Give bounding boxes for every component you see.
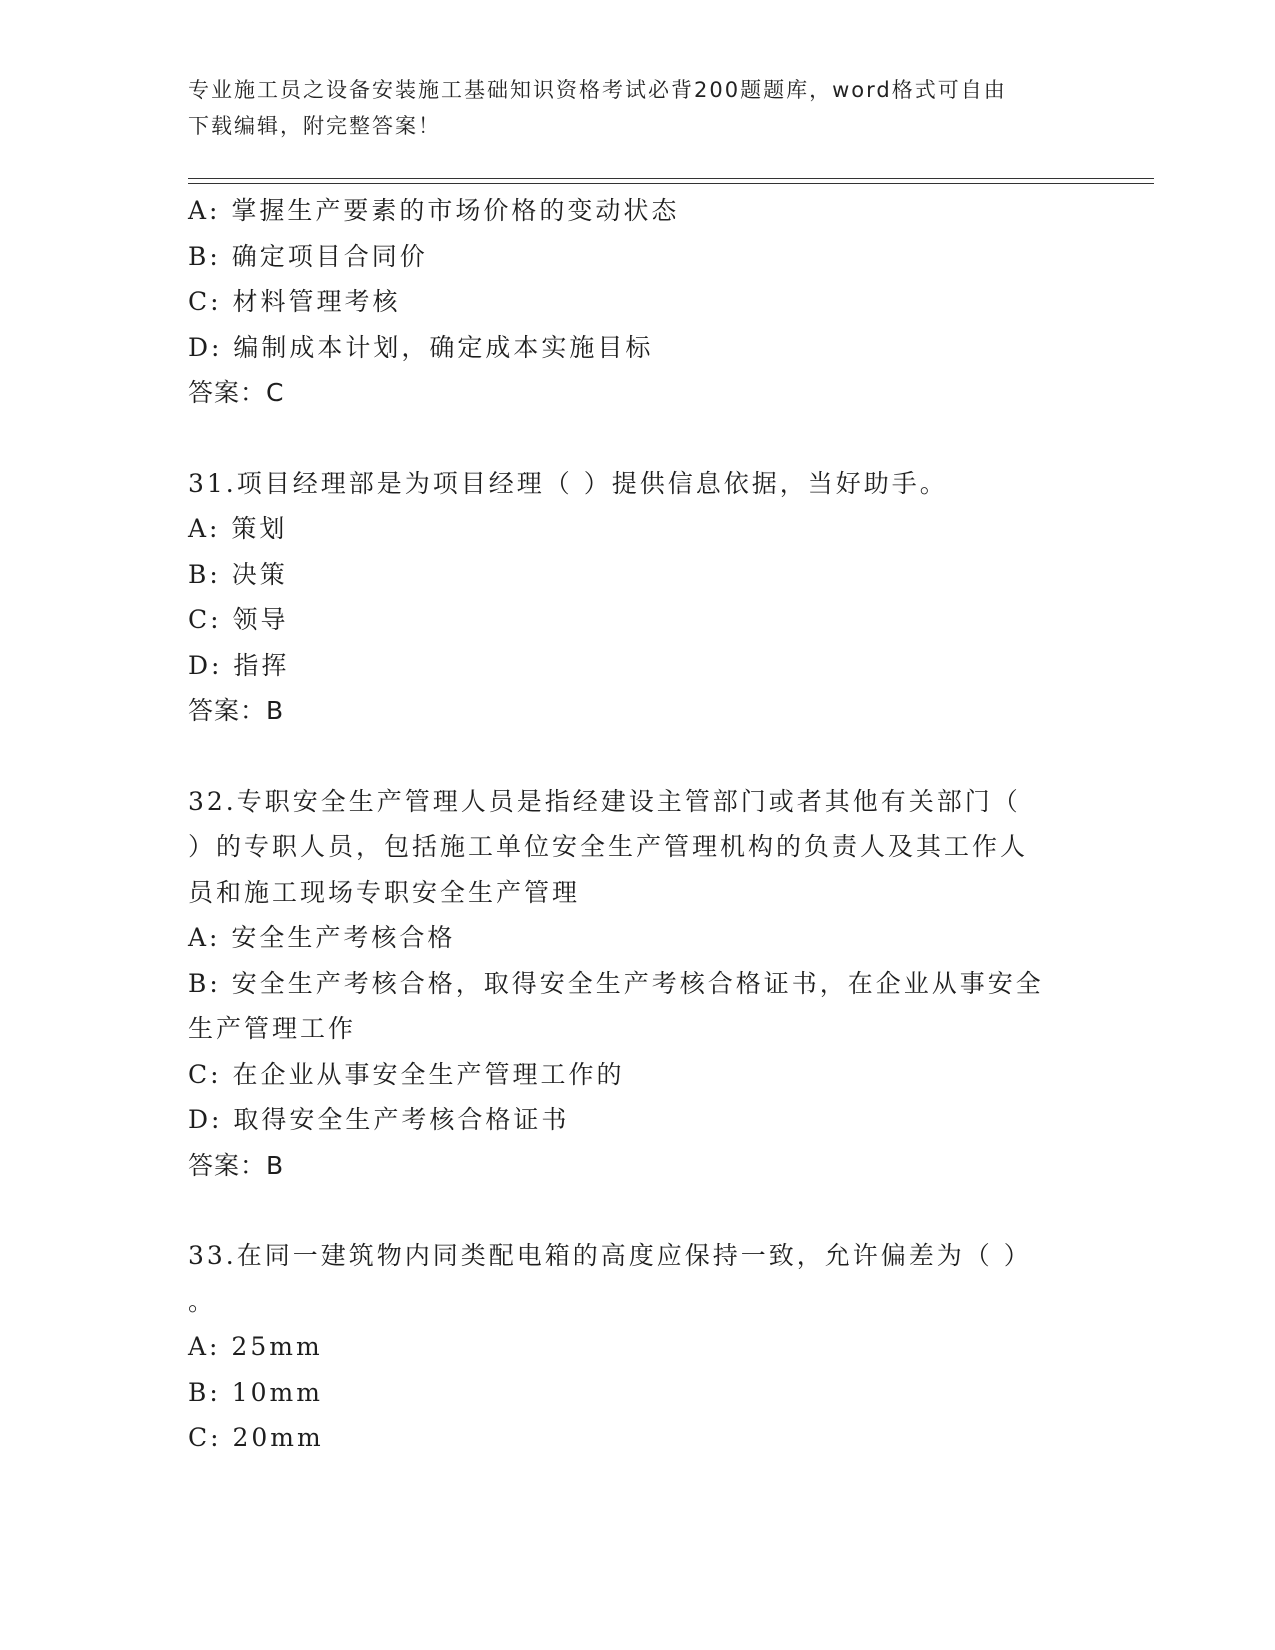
option-d: D: 取得安全生产考核合格证书 xyxy=(188,1105,570,1134)
option-b: B: 10mm xyxy=(188,1377,323,1407)
option-c: C: 材料管理考核 xyxy=(188,287,401,316)
question-spacer xyxy=(188,1188,1108,1233)
option-d: D: 编制成本计划，确定成本实施目标 xyxy=(188,332,654,362)
question-text-line-1: 32.专职安全生产管理人员是指经建设主管部门或者其他有关部门（ xyxy=(188,786,1021,816)
document-header xyxy=(188,72,1068,144)
question-text-line-1: 33.在同一建筑物内同类配电箱的高度应保持一致，允许偏差为（ ） xyxy=(188,1241,1032,1270)
question-32 xyxy=(188,779,1108,1189)
option-d: D: 指挥 xyxy=(188,650,290,680)
option-c: C: 领导 xyxy=(188,605,289,634)
option-a: A: 掌握生产要素的市场价格的变动状态 xyxy=(188,196,680,225)
header-title-line-2: 下载编辑，附完整答案！ xyxy=(188,114,441,138)
question-text-line-3: 员和施工现场专职安全生产管理 xyxy=(188,877,581,907)
question-31 xyxy=(188,461,1108,734)
question-33 xyxy=(188,1233,1108,1461)
question-text-line-2: ）的专职人员，包括施工单位安全生产管理机构的负责人及其工作人 xyxy=(188,832,1029,861)
option-a: A: 安全生产考核合格 xyxy=(188,923,456,952)
option-b: B: 决策 xyxy=(188,559,288,589)
answer-label: 答案：C xyxy=(188,378,285,407)
option-b-line-2: 生产管理工作 xyxy=(188,1014,357,1043)
header-divider-bottom xyxy=(188,183,1154,184)
question-text: 31.项目经理部是为项目经理（ ）提供信息依据，当好助手。 xyxy=(188,468,948,498)
question-spacer xyxy=(188,734,1108,779)
option-a: A: 25mm xyxy=(188,1332,323,1361)
question-30 xyxy=(188,188,1108,416)
option-a: A: 策划 xyxy=(188,514,288,543)
option-b-line-1: B: 安全生产考核合格，取得安全生产考核合格证书，在企业从事安全 xyxy=(188,968,1044,998)
answer-label: 答案：B xyxy=(188,1150,285,1180)
question-list xyxy=(188,188,1108,1461)
header-divider-top xyxy=(188,178,1154,179)
question-text-line-2: 。 xyxy=(188,1286,217,1316)
option-c: C: 20mm xyxy=(188,1423,324,1452)
answer-label: 答案：B xyxy=(188,696,285,725)
option-b: B: 确定项目合同价 xyxy=(188,241,428,271)
question-spacer xyxy=(188,416,1108,461)
option-c: C: 在企业从事安全生产管理工作的 xyxy=(188,1059,625,1089)
header-title-line-1: 专业施工员之设备安装施工基础知识资格考试必背200题题库，word格式可自由 xyxy=(188,78,1007,102)
